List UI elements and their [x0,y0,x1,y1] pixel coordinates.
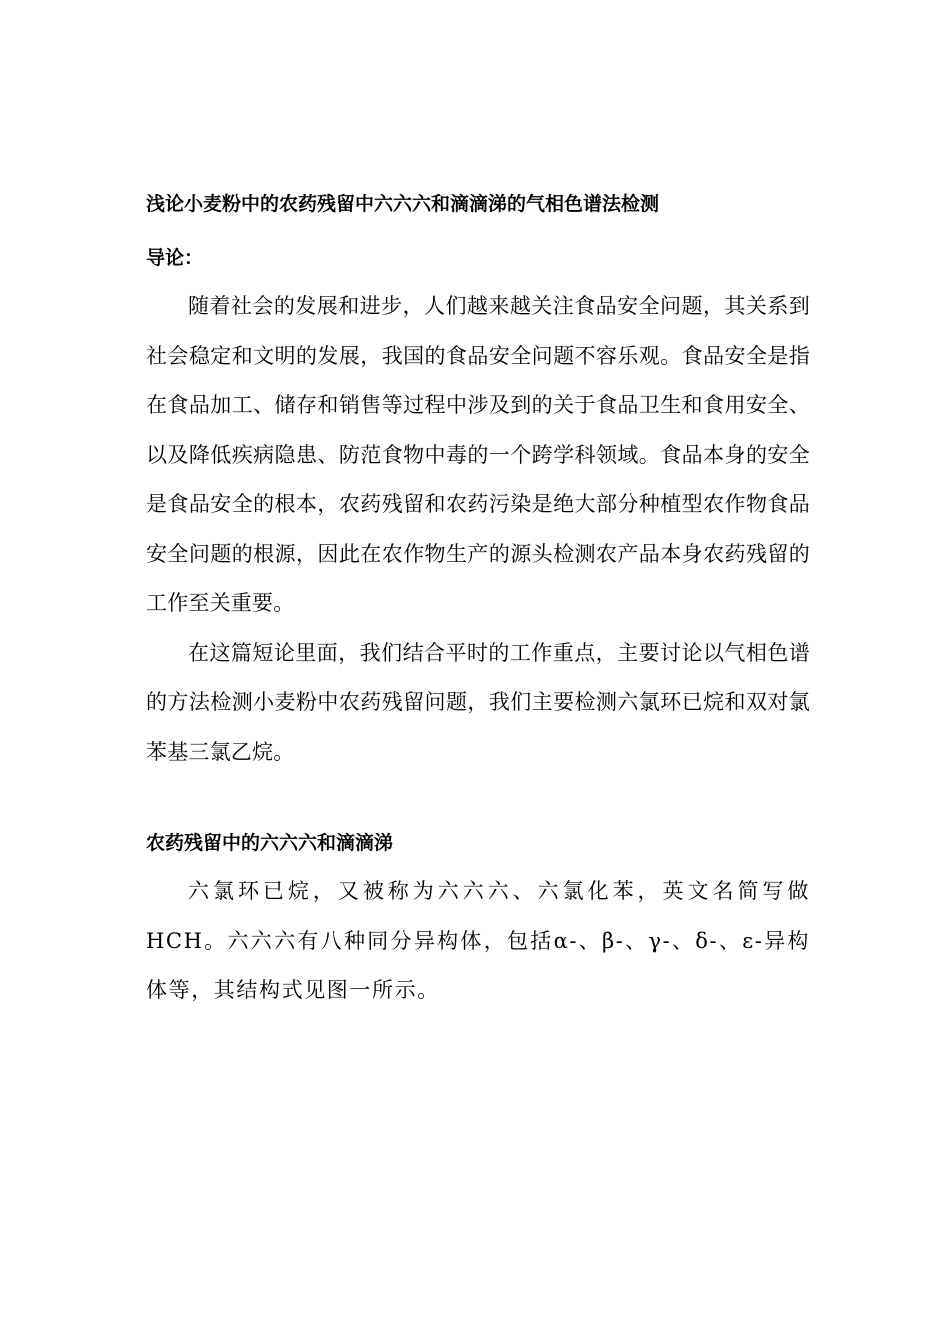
section-spacer [146,777,810,829]
intro-heading: 导论： [146,247,204,269]
section-paragraph-1: 六氯环已烷，又被称为六六六、六氯化苯，英文名简写做HCH。六六六有八种同分异构体，包括α-、β-、γ-、δ-、ε-异构体等，其结构式见图一所示。 [146,879,810,1002]
document-title: 浅论小麦粉中的农药残留中六六六和滴滴涕的气相色谱法检测 [146,193,660,215]
intro-paragraph-2: 在这篇短论里面，我们结合平时的工作重点，主要讨论以气相色谱的方法检测小麦粉中农药残留问题，我们主要检测六氯环已烷和双对氯苯基三氯乙烷。 [146,640,810,764]
intro-paragraph-1: 随着社会的发展和进步，人们越来越关注食品安全问题，其关系到社会稳定和文明的发展，我国的食品安全问题不容乐观。食品安全是指在食品加工、储存和销售等过程中涉及到的关于食品卫生和食用安全、以及降低疾病隐患、防范食物中毒的一个跨学科领域。食品本身的安全是食品安全的根本，农药残留和农药污染是绝大部分种植型农作物食品安全问题的根源，因此在农作物生产的源头检测农产品本身农药残留的工作至关重要。 [146,294,810,615]
document-body [146,190,810,1016]
section-heading: 农药残留中的六六六和滴滴涕 [146,832,394,854]
